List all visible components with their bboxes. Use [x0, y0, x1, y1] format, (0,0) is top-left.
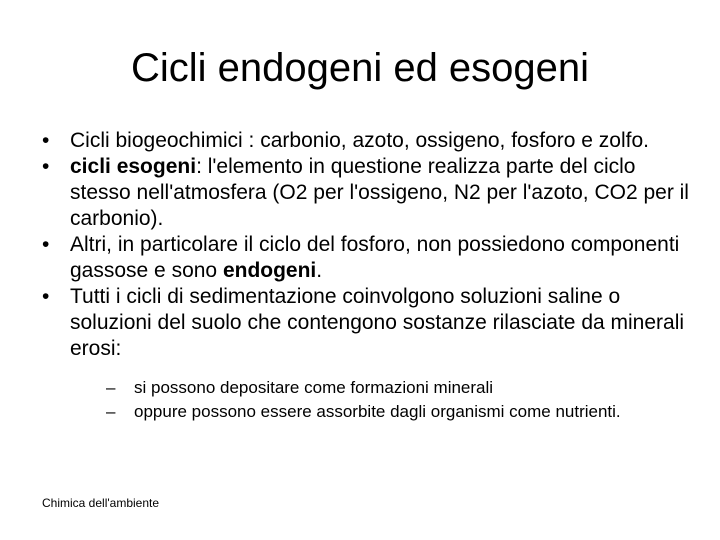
- bullet-text: Tutti i cicli di sedimentazione coinvolgono soluzioni saline o soluzioni del suolo che contengono sostanze rilasciate da minerali erosi:: [70, 285, 685, 360]
- slide-title: Cicli endogeni ed esogeni: [130, 46, 590, 90]
- bullet-text: Cicli biogeochimici : carbonio, azoto, ossigeno, fosforo e zolfo.: [70, 129, 649, 152]
- bullet-marker: •: [42, 285, 50, 308]
- bullet-text: Altri, in particolare il ciclo del fosforo, non possiedono componenti gassose e sono: [70, 233, 680, 282]
- bullet-marker: •: [42, 233, 50, 256]
- slide-footer: Chimica dell'ambiente: [42, 496, 160, 510]
- bullet-item: [40, 284, 690, 424]
- bullet-text: : l'elemento in questione realizza parte del ciclo stesso nell'atmosfera (O2 per l'ossigeno, N2 per l'azoto, CO2 per il carbonio).: [70, 155, 689, 230]
- sub-bullet-marker: –: [106, 378, 116, 397]
- bullet-bold-term: endogeni: [222, 259, 317, 282]
- bullet-bold-term: cicli esogeni: [70, 155, 197, 178]
- sub-bullet-text: oppure possono essere assorbite dagli organismi come nutrienti.: [134, 402, 621, 421]
- sub-bullet-text: si possono depositare come formazioni minerali: [134, 378, 494, 397]
- bullet-marker: •: [42, 155, 50, 178]
- bullet-item: [40, 128, 690, 154]
- bullet-text-end: .: [316, 259, 323, 282]
- bullet-item: [40, 232, 690, 284]
- sub-bullet-item: [106, 400, 690, 424]
- sub-bullet-marker: –: [106, 402, 116, 421]
- bullet-list: [40, 128, 690, 424]
- bullet-item: [40, 154, 690, 232]
- sub-bullet-item: [106, 376, 690, 400]
- bullet-marker: •: [42, 129, 50, 152]
- sub-bullet-list: [70, 376, 690, 424]
